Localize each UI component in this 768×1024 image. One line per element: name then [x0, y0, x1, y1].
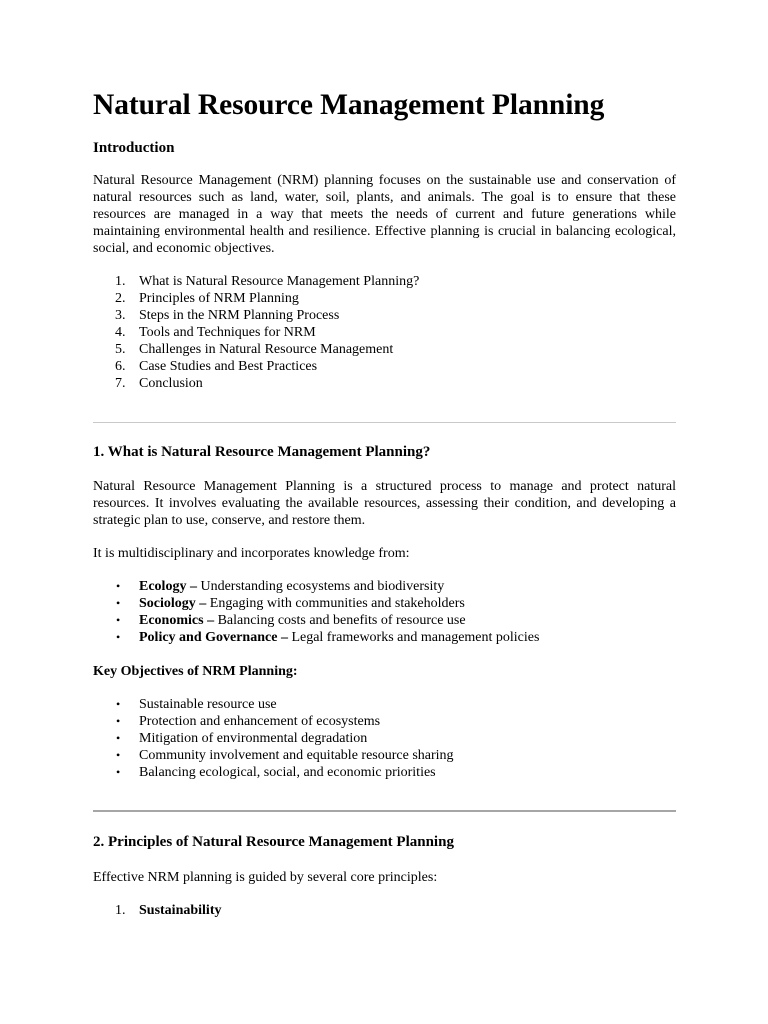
- section-divider: [93, 422, 676, 423]
- discipline-term: Ecology: [139, 579, 187, 594]
- toc-item-text: Principles of NRM Planning: [139, 291, 299, 306]
- discipline-desc: Engaging with communities and stakeholders: [209, 596, 465, 611]
- toc-item-text: Challenges in Natural Resource Management: [139, 342, 394, 357]
- objective-item: • Protection and enhancement of ecosystems: [116, 714, 381, 729]
- section1-intro-line: It is multidisciplinary and incorporates knowledge from:: [93, 546, 410, 561]
- discipline-item: • Sociology – Engaging with communities and stakeholders: [116, 596, 465, 611]
- intro-heading: Introduction: [93, 140, 175, 156]
- page-title: Natural Resource Management Planning: [93, 89, 605, 121]
- objective-text: Community involvement and equitable resource sharing: [139, 748, 454, 763]
- objectives-heading: Key Objectives of NRM Planning:: [93, 664, 298, 679]
- objective-text: Protection and enhancement of ecosystems: [139, 714, 381, 729]
- section2-heading: 2. Principles of Natural Resource Management Planning: [93, 834, 454, 850]
- objective-text: Sustainable resource use: [139, 697, 277, 712]
- objective-text: Mitigation of environmental degradation: [139, 731, 368, 746]
- discipline-item: • Economics – Balancing costs and benefits of resource use: [116, 613, 466, 628]
- discipline-desc: Legal frameworks and management policies: [291, 630, 540, 645]
- toc-list: [93, 273, 676, 392]
- objective-item: • Mitigation of environmental degradation: [116, 731, 368, 746]
- toc-item-text: Conclusion: [139, 376, 203, 391]
- toc-item: 4. Tools and Techniques for NRM: [115, 325, 316, 340]
- toc-item-text: Tools and Techniques for NRM: [139, 325, 316, 340]
- toc-item: 5. Challenges in Natural Resource Management: [115, 342, 394, 357]
- objective-item: • Community involvement and equitable resource sharing: [116, 748, 454, 763]
- discipline-desc: Understanding ecosystems and biodiversity: [200, 579, 445, 594]
- section1-paragraph: Natural Resource Management Planning is a structured process to manage and protect natural resources. It involves evaluating the available resources, assessing their condition, and developing a strategic plan to use, conserve, and restore them.: [93, 479, 676, 528]
- principles-list: [93, 902, 676, 919]
- discipline-desc: Balancing costs and benefits of resource use: [217, 613, 466, 628]
- section-divider: [93, 810, 676, 812]
- toc-item: 6. Case Studies and Best Practices: [115, 359, 318, 374]
- intro-paragraph: Natural Resource Management (NRM) planning focuses on the sustainable use and conservation of natural resources such as land, water, soil, plants, and animals. The goal is to ensure that these resources are managed in a way that meets the needs of current and future generations while maintaining environmental health and resilience. Effective planning is crucial in balancing ecological, social, and economic objectives.: [93, 173, 676, 256]
- toc-item: 3. Steps in the NRM Planning Process: [115, 308, 340, 323]
- toc-item: 7. Conclusion: [115, 376, 203, 391]
- discipline-item: • Policy and Governance – Legal frameworks and management policies: [116, 630, 540, 645]
- section1-heading: 1. What is Natural Resource Management Planning?: [93, 444, 431, 460]
- discipline-item: • Ecology – Understanding ecosystems and biodiversity: [116, 579, 445, 594]
- discipline-term: Policy and Governance: [139, 630, 278, 645]
- document-body: [93, 83, 676, 919]
- toc-item-text: What is Natural Resource Management Planning?: [139, 274, 420, 289]
- toc-item-text: Steps in the NRM Planning Process: [139, 308, 340, 323]
- objective-item: • Sustainable resource use: [116, 697, 277, 712]
- discipline-term: Economics: [139, 613, 204, 628]
- toc-item-text: Case Studies and Best Practices: [139, 359, 318, 374]
- objective-item: • Balancing ecological, social, and economic priorities: [116, 765, 436, 780]
- toc-item: 1. What is Natural Resource Management Planning?: [115, 274, 420, 289]
- section2-paragraph: Effective NRM planning is guided by several core principles:: [93, 870, 438, 885]
- principle-item: 1. Sustainability: [115, 903, 222, 918]
- discipline-term: Sociology: [139, 596, 196, 611]
- toc-item: 2. Principles of NRM Planning: [115, 291, 299, 306]
- objective-text: Balancing ecological, social, and economic priorities: [139, 765, 436, 780]
- objectives-list: [93, 696, 676, 781]
- disciplines-list: [93, 578, 676, 646]
- principle-text: Sustainability: [139, 903, 222, 918]
